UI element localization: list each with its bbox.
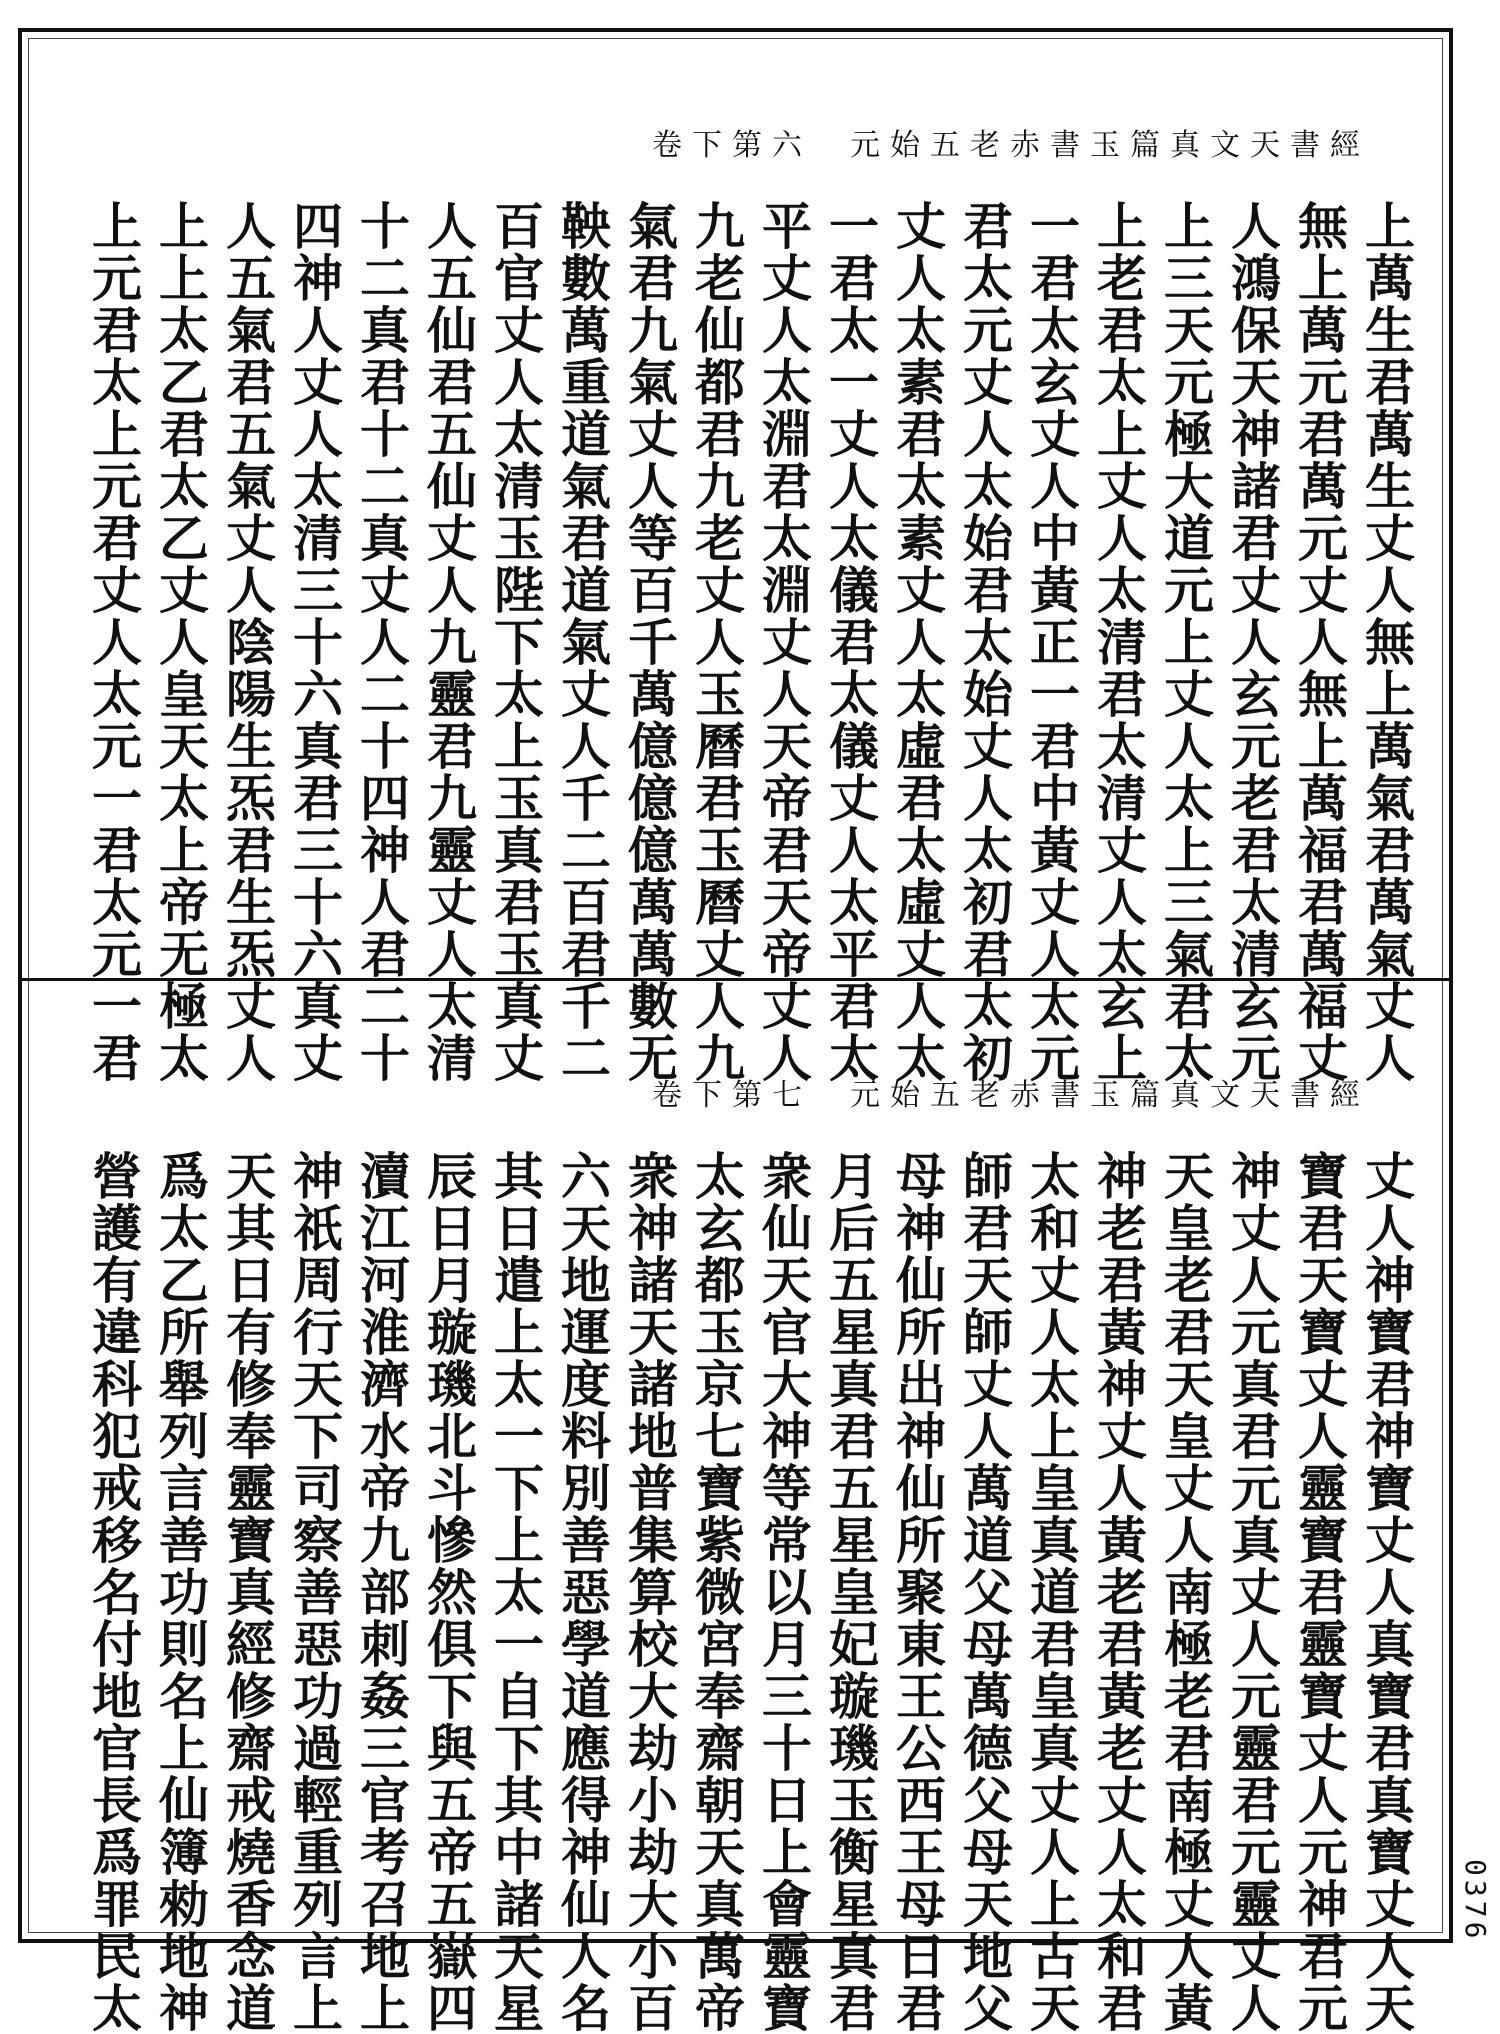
text-column: 無上萬元君萬元丈人無上萬福君萬福丈: [1290, 200, 1349, 1084]
header-volume: 卷下第六: [652, 128, 812, 163]
text-column: 衆仙天官大神等常以月三十日上會靈寶: [754, 1150, 813, 2034]
text-column: 人鴻保天神諸君丈人玄元老君太清玄元: [1223, 200, 1282, 1084]
text-column: 太玄都玉京七寶紫微宮奉齋朝天真萬帝: [687, 1150, 746, 2034]
text-column: 師君天師丈人萬道父母萬德父母天地父: [955, 1150, 1014, 2034]
upper-leaf: [60, 120, 1420, 1084]
header-volume: 卷下第七: [652, 1078, 812, 1113]
text-column: 十二真君十二真丈人二十四神人君二十: [352, 200, 411, 1084]
text-column: 衆神諸天諸地普集算校大劫小劫大小百: [620, 1150, 679, 2034]
text-column: 寶君天寶丈人靈寶君靈寶丈人元神君元: [1290, 1150, 1349, 2034]
text-column: 一君太一丈人太儀君太儀丈人太平君太: [821, 200, 880, 1084]
text-column: 上老君太上丈人太清君太清丈人太玄上: [1089, 200, 1148, 1084]
text-column: 上萬生君萬生丈人無上萬氣君萬氣丈人: [1357, 200, 1416, 1084]
text-column: 爲太乙所舉列言善功則名上仙簿勑地神: [151, 1150, 210, 2034]
text-column: 丈人神寶君神寶丈人真寶君真寶丈人天: [1357, 1150, 1416, 2034]
text-column: 六天地運度料別善惡學道應得神仙人名: [553, 1150, 612, 2034]
text-column: 母神仙所出神仙所聚東王公西王母日君: [888, 1150, 947, 2034]
text-column: 人五仙君五仙丈人九靈君九靈丈人太清: [419, 200, 478, 1084]
text-column: 一君太玄丈人中黃正一君中黃丈人太元: [1022, 200, 1081, 1084]
text-column: 上上太乙君太乙丈人皇天太上帝无極太: [151, 200, 210, 1084]
header-title: 元始五老赤書玉篇真文天書經: [850, 128, 1370, 163]
text-column: 氣君九氣丈人等百千萬億億億萬萬數无: [620, 200, 679, 1084]
header-title: 元始五老赤書玉篇真文天書經: [850, 1078, 1370, 1113]
text-column: 神丈人元真君元真丈人元靈君元靈丈人: [1223, 1150, 1282, 2034]
text-column: 平丈人太淵君太淵丈人天帝君天帝丈人: [754, 200, 813, 1084]
text-column: 天皇老君天皇丈人南極老君南極丈人黃: [1156, 1150, 1215, 2034]
text-column: 月后五星真君五星皇妃璇璣玉衡星真君: [821, 1150, 880, 2034]
text-column: 百官丈人太清玉陛下太上玉真君玉真丈: [486, 200, 545, 1084]
text-column: 丈人太素君太素丈人太虛君太虛丈人太: [888, 200, 947, 1084]
text-column: 四神人丈人太清三十六真君三十六真丈: [285, 200, 344, 1084]
text-column: 九老仙都君九老丈人玉曆君玉曆丈人九: [687, 200, 746, 1084]
text-column: 辰日月璇璣北斗慘然俱下與五帝五嶽四: [419, 1150, 478, 2034]
text-column: 營護有違科犯戒移名付地官長爲罪民太: [84, 1150, 143, 2034]
text-column: 其日遣上太一下上太一自下其中諸天星: [486, 1150, 545, 2034]
text-column: 神祇周行天下司察善惡功過輕重列言上: [285, 1150, 344, 2034]
text-columns: [60, 200, 1420, 1084]
running-header: [652, 1070, 1370, 1114]
page-number: 0376: [1459, 1858, 1492, 1942]
text-column: 上三天元極大道元上丈人太上三氣君太: [1156, 200, 1215, 1084]
text-column: 上元君太上元君丈人太元一君太元一君: [84, 200, 143, 1084]
text-column: 人五氣君五氣丈人陰陽生炁君生炁丈人: [218, 200, 277, 1084]
text-column: 君太元丈人太始君太始丈人太初君太初: [955, 200, 1014, 1084]
text-column: 瀆江河淮濟水帝九部刺姦三官考召地上: [352, 1150, 411, 2034]
text-column: 鞅數萬重道氣君道氣丈人千二百君千二: [553, 200, 612, 1084]
lower-leaf: [60, 1070, 1420, 2034]
text-column: 神老君黃神丈人黃老君黃老丈人太和君: [1089, 1150, 1148, 2034]
text-column: 天其日有修奉靈寶真經修齋戒燒香念道: [218, 1150, 277, 2034]
text-columns: [60, 1150, 1420, 2034]
text-column: 太和丈人太上皇真道君皇真丈人上古天: [1022, 1150, 1081, 2034]
running-header: [652, 120, 1370, 164]
